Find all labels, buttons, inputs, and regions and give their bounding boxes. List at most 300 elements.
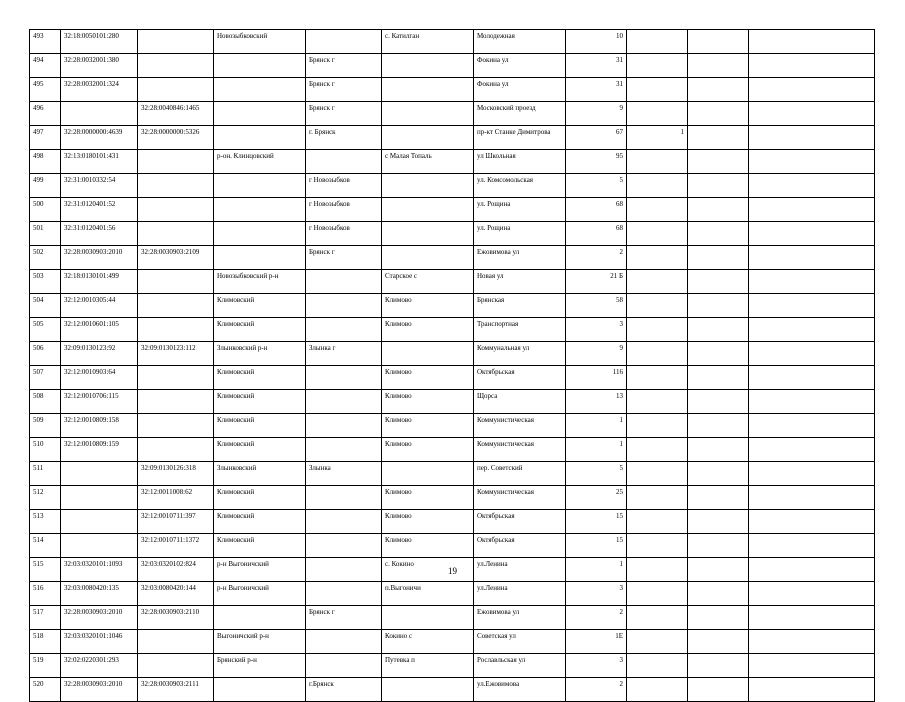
table-cell: Брянск г — [306, 606, 382, 630]
table-cell: Молодежная — [474, 30, 566, 54]
table-cell — [688, 246, 749, 270]
table-cell — [688, 678, 749, 702]
table-cell: 3 — [566, 654, 627, 678]
table-cell: 32:28:0000000:5326 — [138, 126, 214, 150]
table-cell — [749, 294, 875, 318]
table-cell — [749, 630, 875, 654]
table-row — [30, 78, 875, 102]
table-cell — [749, 318, 875, 342]
table-cell: 517 — [30, 606, 61, 630]
table-row — [30, 438, 875, 462]
table-cell: 32:12:0010809:158 — [61, 414, 138, 438]
table-cell: 501 — [30, 222, 61, 246]
table-cell: 512 — [30, 486, 61, 510]
table-cell: ул. Рощина — [474, 198, 566, 222]
table-cell: 116 — [566, 366, 627, 390]
table-cell: Климовский — [214, 486, 306, 510]
table-cell — [214, 198, 306, 222]
table-row — [30, 174, 875, 198]
table-cell — [382, 222, 474, 246]
table-cell: 502 — [30, 246, 61, 270]
table-cell: 506 — [30, 342, 61, 366]
page-number: 19 — [448, 566, 457, 576]
table-cell: Октябрьская — [474, 366, 566, 390]
table-cell: р-н Выгоничский — [214, 582, 306, 606]
table-cell — [627, 630, 688, 654]
table-cell: 32:28:0030903:2010 — [61, 606, 138, 630]
table-cell: 32:28:0030903:2010 — [61, 678, 138, 702]
table-cell: 32:31:0120401:56 — [61, 222, 138, 246]
table-cell: Климово — [382, 390, 474, 414]
table-cell — [138, 30, 214, 54]
table-cell — [749, 438, 875, 462]
table-cell — [214, 246, 306, 270]
table-cell — [627, 78, 688, 102]
table-cell — [627, 270, 688, 294]
table-cell: Брянский р-н — [214, 654, 306, 678]
table-row — [30, 342, 875, 366]
table-cell: с. Катилган — [382, 30, 474, 54]
table-cell — [688, 534, 749, 558]
table-cell — [382, 246, 474, 270]
table-row — [30, 198, 875, 222]
table-cell: 58 — [566, 294, 627, 318]
table-cell: 5 — [566, 462, 627, 486]
table-cell — [627, 150, 688, 174]
table-cell — [61, 510, 138, 534]
table-cell: 9 — [566, 102, 627, 126]
table-cell: п.Выгоничи — [382, 582, 474, 606]
table-cell: 1 — [566, 414, 627, 438]
table-cell: 510 — [30, 438, 61, 462]
table-cell: пр-кт Станке Димитрова — [474, 126, 566, 150]
table-cell — [688, 582, 749, 606]
table-cell: 2 — [566, 678, 627, 702]
table-cell: Климовский — [214, 414, 306, 438]
table-cell: 32:31:0010332:54 — [61, 174, 138, 198]
table-cell: Климово — [382, 318, 474, 342]
table-cell — [306, 654, 382, 678]
table-cell — [306, 414, 382, 438]
table-cell — [138, 198, 214, 222]
table-cell — [688, 54, 749, 78]
table-cell: 503 — [30, 270, 61, 294]
table-cell: 496 — [30, 102, 61, 126]
table-cell — [688, 222, 749, 246]
table-cell — [138, 654, 214, 678]
table-row — [30, 462, 875, 486]
table-cell — [61, 102, 138, 126]
table-row — [30, 510, 875, 534]
table-cell — [749, 654, 875, 678]
table-cell — [749, 174, 875, 198]
table-cell — [627, 54, 688, 78]
table-cell: ул Школьная — [474, 150, 566, 174]
table-cell: 1 — [627, 126, 688, 150]
table-cell — [61, 534, 138, 558]
table-cell — [306, 30, 382, 54]
table-cell: 32:12:0010711:397 — [138, 510, 214, 534]
table-cell: г.Брянск — [306, 678, 382, 702]
table-cell: 32:12:0011008:62 — [138, 486, 214, 510]
table-cell — [688, 366, 749, 390]
table-cell: 494 — [30, 54, 61, 78]
table-row — [30, 318, 875, 342]
table-cell: Климовский — [214, 366, 306, 390]
table-cell — [688, 78, 749, 102]
table-cell: Брянск г — [306, 102, 382, 126]
table-cell — [138, 222, 214, 246]
table-cell: 493 — [30, 30, 61, 54]
table-cell: Климово — [382, 486, 474, 510]
table-cell: 32:28:0000000:4639 — [61, 126, 138, 150]
table-row — [30, 294, 875, 318]
table-cell — [138, 270, 214, 294]
table-cell: 32:03:0320101:1046 — [61, 630, 138, 654]
table-cell — [749, 582, 875, 606]
table-cell — [688, 414, 749, 438]
table-cell — [688, 294, 749, 318]
table-cell: с Малая Топаль — [382, 150, 474, 174]
table-cell: 68 — [566, 222, 627, 246]
table-cell: Климовский — [214, 510, 306, 534]
table-cell — [138, 630, 214, 654]
table-cell — [382, 78, 474, 102]
table-cell: 32:28:0030903:2010 — [61, 246, 138, 270]
table-cell: 32:28:0032001:380 — [61, 54, 138, 78]
table-cell — [749, 270, 875, 294]
table-cell — [749, 606, 875, 630]
table-cell: Коммунистическая — [474, 486, 566, 510]
table-cell: Злынковский р-н — [214, 342, 306, 366]
table-cell: Климовский — [214, 294, 306, 318]
table-cell — [688, 630, 749, 654]
table-cell: 68 — [566, 198, 627, 222]
table-cell — [138, 318, 214, 342]
table-cell — [688, 654, 749, 678]
table-cell: Коммунистическая — [474, 414, 566, 438]
table-cell — [749, 366, 875, 390]
table-cell — [749, 462, 875, 486]
table-cell: 504 — [30, 294, 61, 318]
table-row — [30, 150, 875, 174]
table-cell — [627, 462, 688, 486]
table-cell: 507 — [30, 366, 61, 390]
table-cell — [688, 150, 749, 174]
table-cell — [214, 126, 306, 150]
table-cell: ул.Ежовимова — [474, 678, 566, 702]
table-cell: 32:28:0030903:2110 — [138, 606, 214, 630]
table-cell: Коммунальная ул — [474, 342, 566, 366]
table-cell — [382, 462, 474, 486]
table-cell: Новозыбковский — [214, 30, 306, 54]
table-cell: 32:28:0040846:1465 — [138, 102, 214, 126]
table-cell — [627, 174, 688, 198]
table-cell — [306, 510, 382, 534]
table-cell: Брянская — [474, 294, 566, 318]
table-cell — [688, 126, 749, 150]
table-cell: Фокина ул — [474, 78, 566, 102]
table-cell: Новая ул — [474, 270, 566, 294]
table-cell: 32:12:0010601:105 — [61, 318, 138, 342]
table-cell — [61, 486, 138, 510]
table-cell — [214, 174, 306, 198]
table-cell — [214, 54, 306, 78]
table-cell: Климово — [382, 534, 474, 558]
table-cell: 505 — [30, 318, 61, 342]
table-row — [30, 678, 875, 702]
table-cell — [306, 390, 382, 414]
table-cell — [749, 54, 875, 78]
table-cell — [688, 486, 749, 510]
table-cell: Климово — [382, 366, 474, 390]
table-cell — [627, 486, 688, 510]
table-cell: 21 Б — [566, 270, 627, 294]
table-cell — [749, 78, 875, 102]
table-cell: 497 — [30, 126, 61, 150]
table-cell — [749, 150, 875, 174]
table-cell: Фокина ул — [474, 54, 566, 78]
table-cell — [749, 414, 875, 438]
table-cell — [749, 510, 875, 534]
table-cell — [306, 270, 382, 294]
table-cell: пер. Советский — [474, 462, 566, 486]
table-cell — [749, 246, 875, 270]
table-cell: Рославльская ул — [474, 654, 566, 678]
table-cell — [688, 342, 749, 366]
table-row — [30, 390, 875, 414]
table-row — [30, 126, 875, 150]
table-cell: 518 — [30, 630, 61, 654]
table-cell: Климовский — [214, 534, 306, 558]
table-cell: 516 — [30, 582, 61, 606]
table-cell: Злынка г — [306, 342, 382, 366]
table-cell — [627, 678, 688, 702]
table-cell — [61, 462, 138, 486]
table-cell: 3 — [566, 582, 627, 606]
table-cell — [749, 222, 875, 246]
table-cell: 32:18:0130101:499 — [61, 270, 138, 294]
table-cell: г Новозыбков — [306, 222, 382, 246]
table-cell — [382, 126, 474, 150]
table-cell — [627, 654, 688, 678]
table-cell — [688, 510, 749, 534]
table-cell: 499 — [30, 174, 61, 198]
table-cell: Климово — [382, 438, 474, 462]
table-row — [30, 486, 875, 510]
table-cell — [382, 174, 474, 198]
table-cell: 15 — [566, 510, 627, 534]
table-row — [30, 606, 875, 630]
table-cell — [138, 438, 214, 462]
table-cell: Московский проезд — [474, 102, 566, 126]
table-cell — [138, 174, 214, 198]
table-cell — [627, 534, 688, 558]
table-cell: 5 — [566, 174, 627, 198]
table-cell — [214, 102, 306, 126]
table-cell — [214, 222, 306, 246]
table-cell — [627, 366, 688, 390]
table-cell — [688, 270, 749, 294]
table-cell: ул. Комсомольская — [474, 174, 566, 198]
table-cell: 1Е — [566, 630, 627, 654]
table-cell: 32:09:0130123:112 — [138, 342, 214, 366]
table-cell: Климовский — [214, 318, 306, 342]
table-cell: 15 — [566, 534, 627, 558]
table-cell: 25 — [566, 486, 627, 510]
table-cell: 31 — [566, 54, 627, 78]
table-cell: 31 — [566, 78, 627, 102]
table-cell: г Новозыбков — [306, 198, 382, 222]
table-cell — [138, 414, 214, 438]
table-cell: 32:28:0030903:2111 — [138, 678, 214, 702]
table-cell — [688, 318, 749, 342]
table-cell: 32:03:0320102:824 — [138, 558, 214, 582]
table-cell: р-н Выгоничский — [214, 558, 306, 582]
table-cell: Путевка п — [382, 654, 474, 678]
table-cell: Октябрьская — [474, 534, 566, 558]
table-cell: 32:12:0010809:159 — [61, 438, 138, 462]
table-cell — [382, 678, 474, 702]
table-cell: ул.Ленина — [474, 558, 566, 582]
table-cell: 514 — [30, 534, 61, 558]
table-cell: Кокино с — [382, 630, 474, 654]
table-cell: Коммунистическая — [474, 438, 566, 462]
table-cell: р-он. Клинцовский — [214, 150, 306, 174]
table-cell — [749, 102, 875, 126]
table-cell: 509 — [30, 414, 61, 438]
table-cell — [214, 678, 306, 702]
table-cell: 2 — [566, 246, 627, 270]
table-cell — [306, 486, 382, 510]
table-cell: 10 — [566, 30, 627, 54]
table-cell: 32:18:0050101:280 — [61, 30, 138, 54]
table-cell: 32:12:0010706:115 — [61, 390, 138, 414]
table-cell — [627, 198, 688, 222]
table-cell: 515 — [30, 558, 61, 582]
table-cell: Новозыбковский р-н — [214, 270, 306, 294]
table-cell: Брянск г — [306, 78, 382, 102]
table-cell: 32:09:0130123:92 — [61, 342, 138, 366]
table-row — [30, 270, 875, 294]
table-cell — [688, 198, 749, 222]
table-cell: Транспортная — [474, 318, 566, 342]
table-cell — [688, 462, 749, 486]
table-cell — [627, 606, 688, 630]
table-cell: 32:03:0080420:135 — [61, 582, 138, 606]
table-cell — [627, 342, 688, 366]
table-cell — [382, 342, 474, 366]
table-cell — [627, 246, 688, 270]
table-cell: 32:28:0032001:324 — [61, 78, 138, 102]
table-row — [30, 414, 875, 438]
table-cell — [749, 198, 875, 222]
table-cell: Брянск г — [306, 246, 382, 270]
table-cell: 32:31:0120401:52 — [61, 198, 138, 222]
table-cell: Ежовимова ул — [474, 246, 566, 270]
table-cell — [749, 534, 875, 558]
table-cell — [627, 510, 688, 534]
table-cell — [627, 414, 688, 438]
table-cell: с. Кокино — [382, 558, 474, 582]
table-cell: 2 — [566, 606, 627, 630]
table-cell — [382, 54, 474, 78]
table-cell — [306, 294, 382, 318]
table-cell: 513 — [30, 510, 61, 534]
table-cell: 519 — [30, 654, 61, 678]
table-cell — [627, 222, 688, 246]
table-cell: 32:12:0010305:44 — [61, 294, 138, 318]
table-cell — [138, 366, 214, 390]
table-cell — [627, 294, 688, 318]
table-cell: Климовский — [214, 438, 306, 462]
table-cell: Брянск г — [306, 54, 382, 78]
table-cell — [688, 102, 749, 126]
table-cell: 508 — [30, 390, 61, 414]
table-cell — [627, 582, 688, 606]
table-cell: Климово — [382, 510, 474, 534]
table-cell: Климово — [382, 414, 474, 438]
table-row — [30, 30, 875, 54]
table-cell — [306, 438, 382, 462]
table-cell — [138, 150, 214, 174]
table-cell: 1 — [566, 438, 627, 462]
table-cell — [306, 582, 382, 606]
table-cell — [627, 318, 688, 342]
table-cell — [214, 606, 306, 630]
table-cell — [749, 486, 875, 510]
table-row — [30, 654, 875, 678]
table-cell — [306, 318, 382, 342]
table-cell — [306, 366, 382, 390]
table-cell: 500 — [30, 198, 61, 222]
table-cell: 32:09:0130126:318 — [138, 462, 214, 486]
table-cell: 498 — [30, 150, 61, 174]
table-cell: Климовский — [214, 390, 306, 414]
table-cell: Октябрьская — [474, 510, 566, 534]
table-cell — [627, 30, 688, 54]
table-cell: 32:02:0220301:293 — [61, 654, 138, 678]
table-cell — [688, 438, 749, 462]
table-cell — [306, 150, 382, 174]
table-cell — [382, 102, 474, 126]
table-cell — [382, 606, 474, 630]
table-cell: Ежовимова ул — [474, 606, 566, 630]
table-cell — [382, 198, 474, 222]
table-cell — [214, 78, 306, 102]
table-cell: 32:12:0010903:64 — [61, 366, 138, 390]
table-row — [30, 54, 875, 78]
table-cell: 1 — [566, 558, 627, 582]
table-row — [30, 222, 875, 246]
table-cell — [749, 342, 875, 366]
table-cell: 9 — [566, 342, 627, 366]
table-cell: 32:12:0010711:1372 — [138, 534, 214, 558]
table-cell: Щорса — [474, 390, 566, 414]
table-cell: Злынка — [306, 462, 382, 486]
table-cell: 32:28:0030903:2109 — [138, 246, 214, 270]
table-cell — [138, 78, 214, 102]
table-cell: 32:03:0080420:144 — [138, 582, 214, 606]
table-row — [30, 534, 875, 558]
table-cell — [688, 606, 749, 630]
table-cell — [627, 438, 688, 462]
table-body — [30, 30, 875, 702]
table-cell: Советская ул — [474, 630, 566, 654]
table-cell — [627, 102, 688, 126]
table-row — [30, 630, 875, 654]
table-cell — [138, 294, 214, 318]
